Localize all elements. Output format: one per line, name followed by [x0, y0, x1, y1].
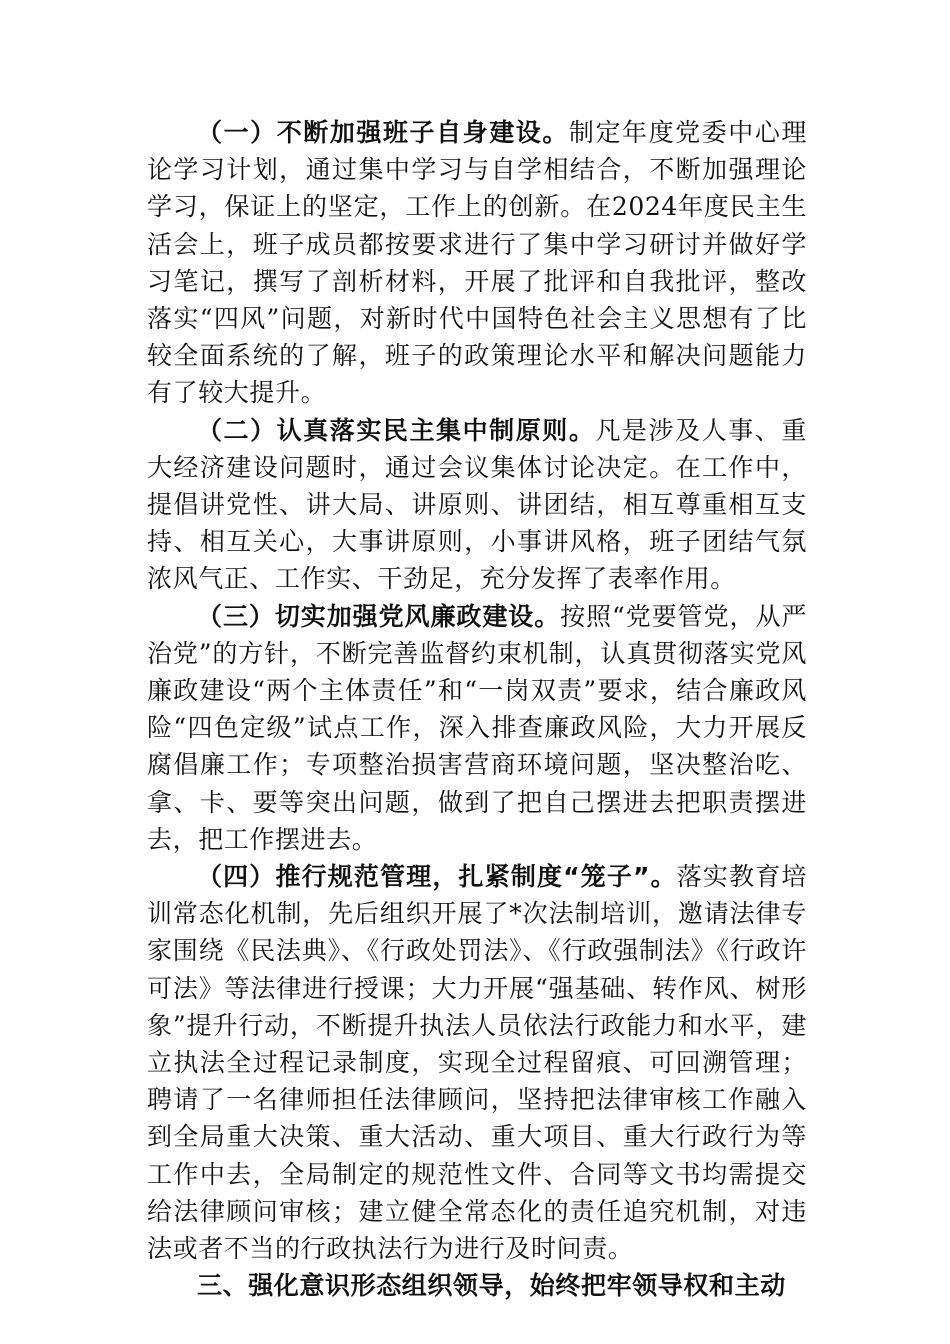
paragraph-democratic-centralism [147, 412, 807, 598]
paragraph-text: 落实教育培训常态化机制，先后组织开展了*次法制培训，邀请法律专家围绕《民法典》、《行政处罚法》、《行政强制法》《行政许可法》等法律进行授课；大力开展“强基础、转作风、树形象”提升行动，不断提升执法人员依法行政能力和水平，建立执法全过程记录制度，实现全过程留痕、可回溯管理；聘请了一名律师担任法律顾问，坚持把法律审核工作融入到全局重大决策、重大活动、重大项目、重大行政行为等工作中去，全局制定的规范性文件、合同等文书均需提交给法律顾问审核；建立健全常态化的责任追究机制，对违法或者不当的行政执法行为进行及时问责。 [147, 862, 807, 1264]
paragraph-team-building [147, 114, 807, 412]
paragraph-text: 凡是涉及人事、重大经济建设问题时，通过会议集体讨论决定。在工作中，提倡讲党性、讲大局、讲原则、讲团结，相互尊重相互支持、相互关心，大事讲原则，小事讲风格，班子团结气氛浓风气正、工作实、干劲足，充分发挥了表率作用。 [147, 415, 807, 594]
paragraph-text: 按照“党要管党，从严治党”的方针，不断完善监督约束机制，认真贯彻落实党风廉政建设“两个主体责任”和“一岗双责”要求，结合廉政风险“四色定级”试点工作，深入排查廉政风险，大力开展反腐倡廉工作；专项整治损害营商环境问题，坚决整治吃、拿、卡、要等突出问题，做到了把自己摆进去把职责摆进去，把工作摆进去。 [147, 601, 807, 854]
paragraph-lead: （一）不断加强班子自身建设。 [197, 118, 569, 147]
section-heading: 三、强化意识形态组织领导，始终把牢领导权和主动 [197, 1271, 786, 1301]
paragraph-text: 制定年度党委中心理论学习计划，通过集中学习与自学相结合，不断加强理论学习，保证上的坚定，工作上的创新。在2024年度民主生活会上，班子成员都按要求进行了集中学习研讨并做好学习笔记，撰写了剖析材料，开展了批评和自我批评，整改落实“四风”问题，对新时代中国特色社会主义思想有了比较全面系统的了解，班子的政策理论水平和解决问题能力有了较大提升。 [147, 118, 807, 408]
document-body [147, 114, 807, 1305]
paragraph-lead: （三）切实加强党风廉政建设。 [197, 601, 561, 631]
paragraph-lead: （四）推行规范管理，扎紧制度“笼子”。 [197, 862, 677, 892]
paragraph-lead: （二）认真落实民主集中制原则。 [197, 415, 596, 445]
paragraph-standardized-management [147, 858, 807, 1267]
paragraph-integrity-building [147, 598, 807, 858]
